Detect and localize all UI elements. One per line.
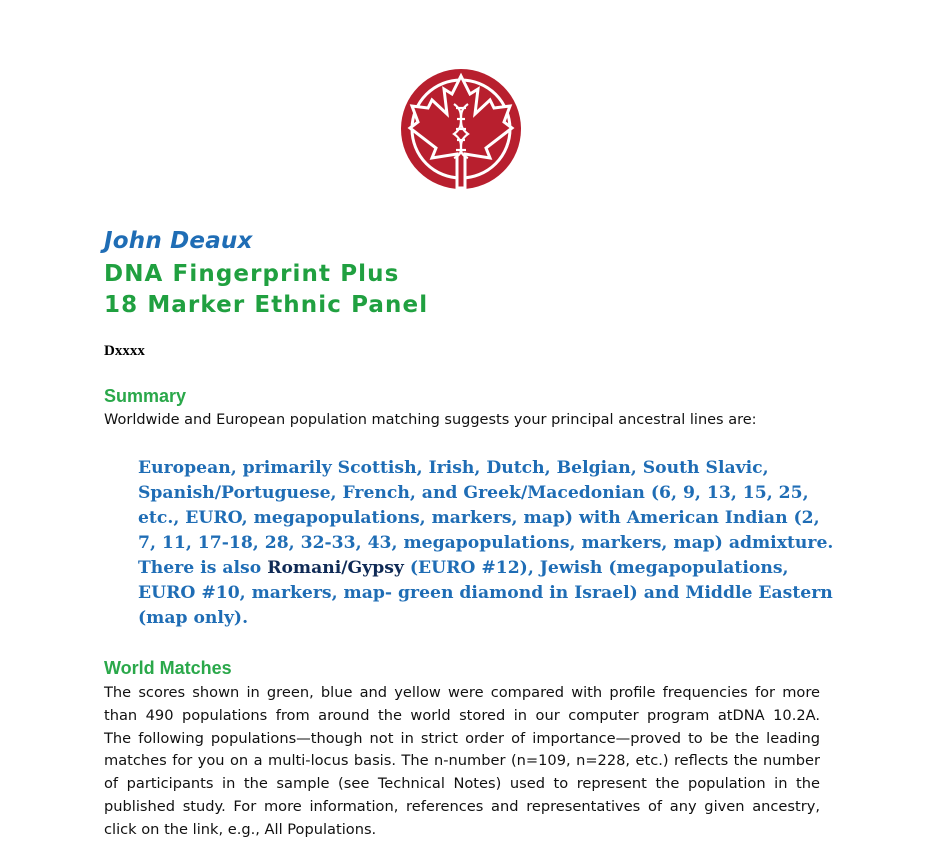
paragraph-line: published study. For more information, references and representatives of any given ancestry, [104,797,820,815]
report-subtitle: 18 Marker Ethnic Panel [104,292,429,318]
paragraph-line: of participants in the sample (see Technical Notes) used to represent the population in the [104,775,820,793]
ancestry-text-part2: (EURO #12), Jewish (megapopulations, EURO #10, markers, map- green diamond in Israel) and Middle Eastern (map only). [138,558,833,628]
report-name: John Deaux [104,228,253,254]
paragraph-line: matches for you on a multi-locus basis. The n-number (n=109, n=228, etc.) reflects the number [104,752,820,770]
paragraph-line: The following populations—though not in strict order of importance—proved to be the leading [104,729,820,747]
world-matches-heading: World Matches [104,658,232,678]
maple-leaf-dna-icon [398,66,524,192]
paragraph-line-cut: click on the link, e.g., All Populations. [104,820,377,838]
paragraph-line: than 490 populations from around the world stored in our computer program atDNA 10.2A. [104,706,820,724]
summary-heading: Summary [104,386,187,406]
world-matches-paragraph [104,682,820,842]
ancestry-text-part1: European, primarily Scottish, Irish, Dutch, Belgian, South Slavic, Spanish/Portuguese, French, and Greek/Macedonian (6, 9, 13, 15, 25, etc., EURO, megapopulations, markers, map) with American Indian (2, 7, 11, 17-18, 28, 32-33, 43, megapopulations, markers, map) admixture. There is also [138,458,834,578]
ancestry-romani-link[interactable]: Romani/Gypsy [267,558,404,578]
summary-intro: Worldwide and European population matching suggests your principal ancestral lines are: [104,412,757,428]
report-title: DNA Fingerprint Plus [104,261,400,287]
report-code: Dxxxx [104,343,145,359]
ancestry-summary [138,456,838,631]
paragraph-line: The scores shown in green, blue and yellow were compared with profile frequencies for more [104,684,820,701]
